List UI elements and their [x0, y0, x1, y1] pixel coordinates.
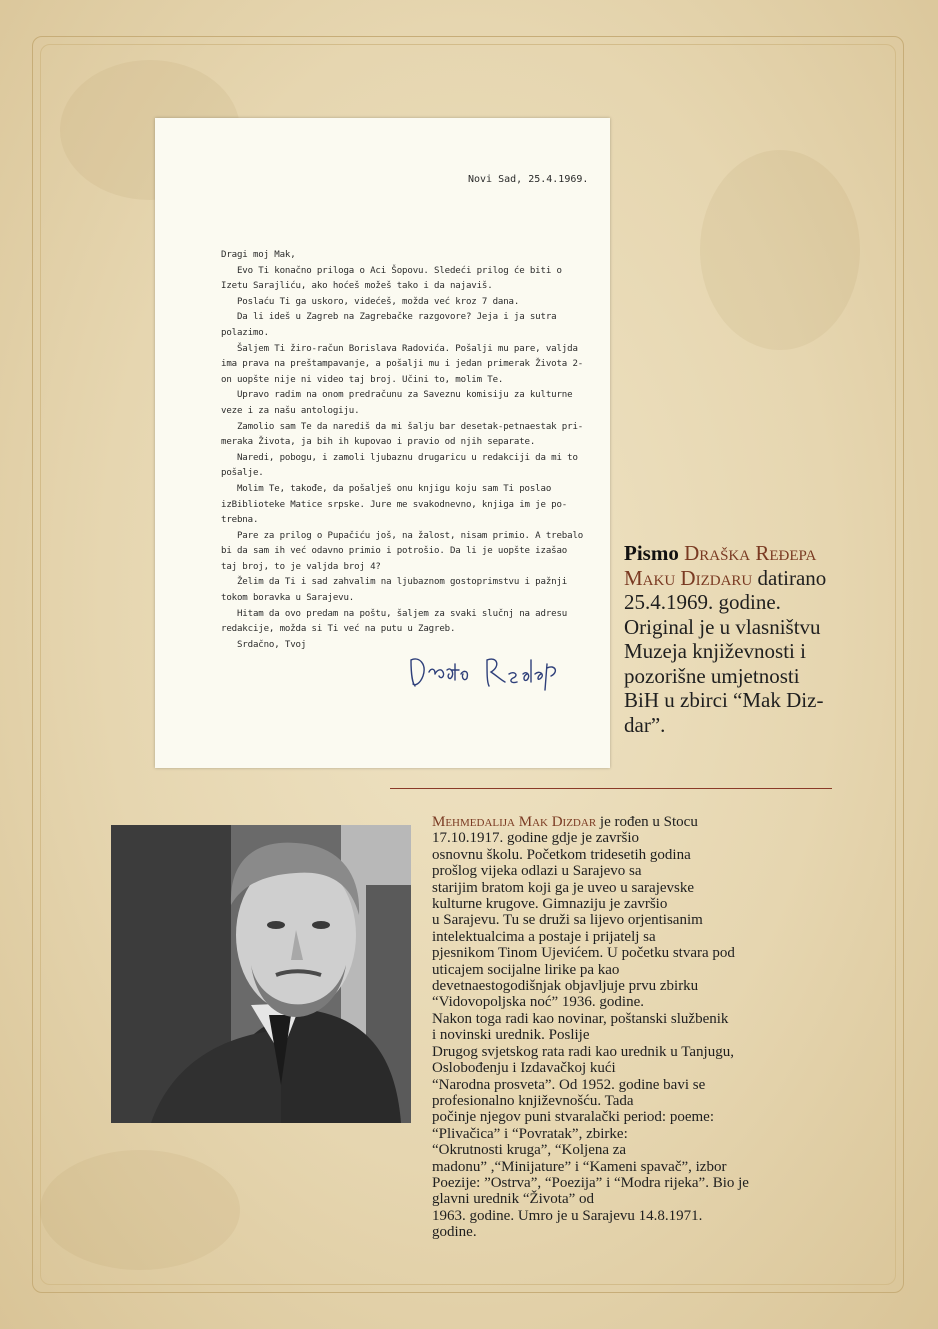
bio-line: Poezije: ”Ostrva”, “Poezija” i “Modra rijeka”. Bio je — [432, 1174, 749, 1191]
bio-line: Nakon toga radi kao novinar, poštanski službenik — [432, 1010, 729, 1027]
bio-line: Oslobođenju i Izdavačkoj kući — [432, 1060, 616, 1077]
bio-line: 1963. godine. Umro je u Sarajevu 14.8.1971. — [432, 1207, 703, 1224]
letter-line: Poslaću Ti ga uskoro, videćeš, možda već kroz 7 dana. — [221, 296, 520, 307]
bio-line: osnovnu školu. Početkom tridesetih godina — [432, 846, 691, 863]
letter-caption — [624, 541, 884, 737]
caption-line: Muzeja književnosti i — [624, 639, 806, 663]
letter-line: Šaljem Ti žiro-račun Borislava Radovića. Pošalji mu pare, valjda — [221, 343, 578, 354]
bio-line: Drugog svjetskog rata radi kao urednik u Tanjugu, — [432, 1043, 734, 1060]
caption-recipient-name: Maku Dizdaru — [624, 565, 753, 590]
bio-line: počinje njegov puni stvaralački period: poeme: — [432, 1109, 714, 1126]
letter-line: on uopšte nije ni video taj broj. Učini to, molim Te. — [221, 374, 504, 385]
bio-line: “Narodna prosveta”. Od 1952. godine bavi se — [432, 1076, 706, 1093]
letter-line: Pare za prilog o Pupačiću još, na žalost, nisam primio. A trebalo — [221, 530, 584, 541]
letter-line: Želim da Ti i sad zahvalim na ljubaznom gostoprimstvu i pažnji — [221, 577, 568, 588]
letter-scan — [155, 118, 610, 768]
divider-line — [390, 788, 832, 789]
bio-line: godine. — [432, 1224, 477, 1241]
letter-line: Evo Ti konačno priloga o Aci Šopovu. Sledeći prilog će biti o — [221, 265, 562, 276]
biography-text — [432, 814, 812, 1241]
caption-sender-name: Draška Ređepa — [684, 541, 817, 565]
letter-line: taj broj, to je valjda broj 4? — [221, 561, 381, 572]
letter-line: veze i za našu antologiju. — [221, 405, 360, 416]
bio-text: je rođen u Stocu — [596, 814, 698, 830]
bio-line: starijim bratom koji ga je uveo u sarajevske — [432, 879, 695, 896]
bio-line: “Vidovopoljska noć” 1936. godine. — [432, 994, 644, 1011]
caption-line: dar”. — [624, 712, 666, 737]
letter-line: Izetu Sarajliću, ako hoćeš možeš tako i da najaviš. — [221, 281, 493, 292]
letter-line: tokom boravka u Sarajevu. — [221, 593, 355, 604]
bio-line: profesionalno književnošću. Tada — [432, 1092, 634, 1109]
letter-line: trebna. — [221, 515, 259, 526]
letter-line: Molim Te, takođe, da pošalješ onu knjigu koju sam Ti poslao — [221, 483, 552, 494]
bio-line: devetnaestogodišnjak objavljuje prvu zbirku — [432, 978, 699, 995]
letter-line: bi da sam ih već odavno primio i potrošio. Da li je uopšte izašao — [221, 546, 568, 557]
bio-line: uticajem socijalne lirike pa kao — [432, 961, 620, 978]
caption-text: datirano — [752, 565, 827, 590]
letter-line: ima prava na preštampavanje, a pošalji mu i jedan primerak Života 2- — [221, 359, 584, 370]
bio-line: “Okrutnosti kruga”, “Koljena za — [432, 1142, 627, 1159]
letter-line: Hitam da ovo predam na poštu, šaljem za svaki slučnj na adresu — [221, 608, 568, 619]
caption-lead: Pismo — [624, 541, 679, 565]
letter-line: izBiblioteke Matice srpske. Jure me svakodnevno, knjiga im je po- — [221, 499, 568, 510]
bio-line: u Sarajevu. Tu se druži sa lijevo orjentisanim — [432, 912, 703, 929]
letter-line: pošalje. — [221, 468, 264, 479]
paper-stain — [700, 150, 860, 350]
bio-line: prošlog vijeka odlazi u Sarajevo sa — [432, 863, 642, 880]
bio-line: madonu” ,“Minijature” i “Kameni spavač”, izbor — [432, 1158, 727, 1175]
bio-line: kulturne krugove. Gimnaziju je završio — [432, 896, 668, 913]
caption-line: BiH u zbirci “Mak Diz- — [624, 688, 824, 712]
letter-line: meraka Života, ja bih ih kupovao i pravio od njih separate. — [221, 437, 536, 448]
bio-name: Mehmedalija Mak Dizdar — [432, 814, 597, 830]
bio-line: 17.10.1917. godine gdje je završio — [432, 830, 640, 847]
letter-date: Novi Sad, 25.4.1969. — [468, 174, 589, 185]
letter-line: polazimo. — [221, 327, 269, 338]
bio-line: i novinski urednik. Poslije — [432, 1027, 590, 1044]
portrait-photo — [111, 825, 411, 1123]
letter-body — [221, 248, 601, 653]
signature-image — [405, 646, 575, 692]
bio-line: “Plivačica” i “Povratak”, zbirke: — [432, 1125, 628, 1142]
letter-line: Dragi moj Mak, — [221, 250, 296, 260]
caption-line: Original je u vlasništvu — [624, 614, 821, 639]
letter-line: Upravo radim na onom predračunu za Saveznu komisiju za kulturne — [221, 390, 573, 401]
letter-line: Naredi, pobogu, i zamoli ljubaznu drugaricu u redakciji da mi to — [221, 452, 578, 463]
bio-line: glavni urednik “Života” od — [432, 1191, 595, 1208]
letter-line: Da li ideš u Zagreb na Zagrebačke razgovore? Jeja i ja sutra — [221, 312, 557, 323]
caption-line: pozorišne umjetnosti — [624, 663, 800, 688]
bio-line: pjesnikom Tinom Ujevićem. U početku stvara pod — [432, 945, 735, 962]
paper-stain — [40, 1150, 240, 1270]
caption-line: 25.4.1969. godine. — [624, 590, 781, 614]
bio-line: intelektualcima a postaje i prijatelj sa — [432, 928, 656, 945]
letter-line: Zamolio sam Te da narediš da mi šalju bar desetak-petnaestak pri- — [221, 421, 584, 432]
letter-line: redakcije, možda si Ti već na putu u Zagreb. — [221, 624, 456, 635]
letter-line: Srdačno, Tvoj — [221, 639, 307, 650]
